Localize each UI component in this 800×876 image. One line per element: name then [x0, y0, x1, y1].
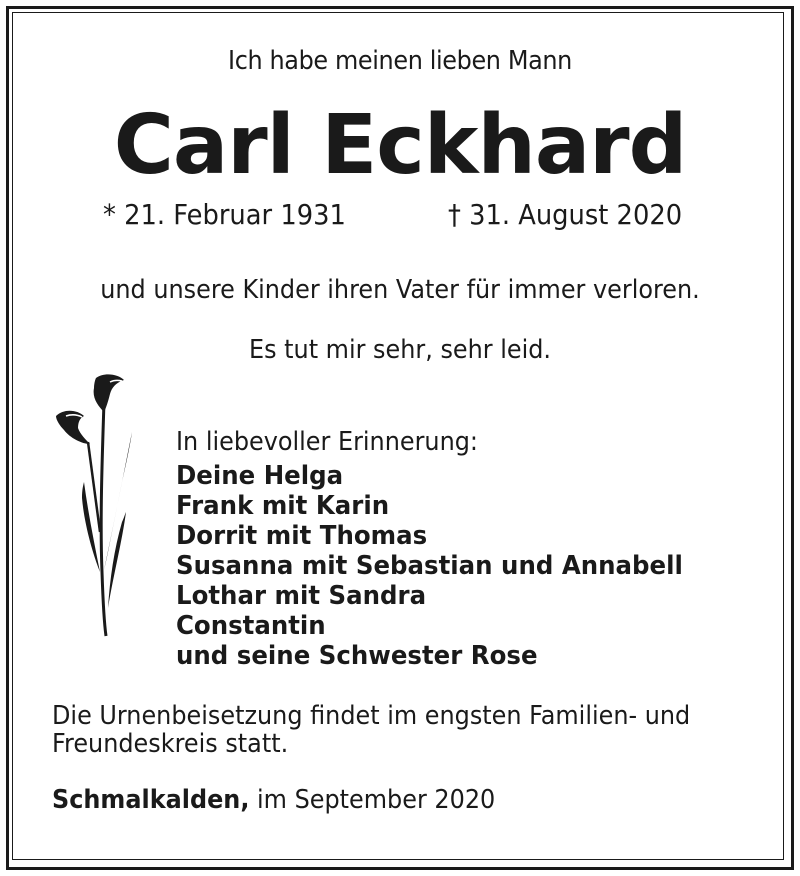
funeral-info: Die Urnenbeisetzung findet im engsten Familien- und Freundeskreis statt. — [52, 701, 691, 759]
mourner-item: Constantin — [176, 611, 326, 641]
memory-section — [176, 425, 715, 671]
place-name: Schmalkalden, — [52, 785, 250, 815]
birth-date: * 21. Februar 1931 — [103, 198, 346, 231]
mourners-list — [176, 461, 683, 671]
death-date: † 31. August 2020 — [448, 198, 683, 231]
mourner-item: Lothar mit Sandra — [176, 581, 427, 611]
mourner-item: Deine Helga — [176, 461, 344, 491]
mourner-item: Frank mit Karin — [176, 491, 390, 521]
notice-date: im September 2020 — [249, 785, 496, 815]
mourner-item: und seine Schwester Rose — [176, 641, 538, 671]
calla-lily-icon — [52, 372, 136, 638]
deceased-name: Carl Eckhard — [113, 98, 687, 193]
life-dates — [0, 198, 800, 238]
intro-text: Ich habe meinen lieben Mann — [228, 46, 572, 76]
loss-text: und unsere Kinder ihren Vater für immer verloren. — [100, 275, 700, 305]
sorry-text: Es tut mir sehr, sehr leid. — [248, 335, 552, 365]
place-date-line — [52, 785, 495, 815]
mourner-item: Dorrit mit Thomas — [176, 521, 428, 551]
mourner-item: Susanna mit Sebastian und Annabell — [176, 551, 683, 581]
memory-label: In liebevoller Erinnerung: — [176, 427, 478, 457]
